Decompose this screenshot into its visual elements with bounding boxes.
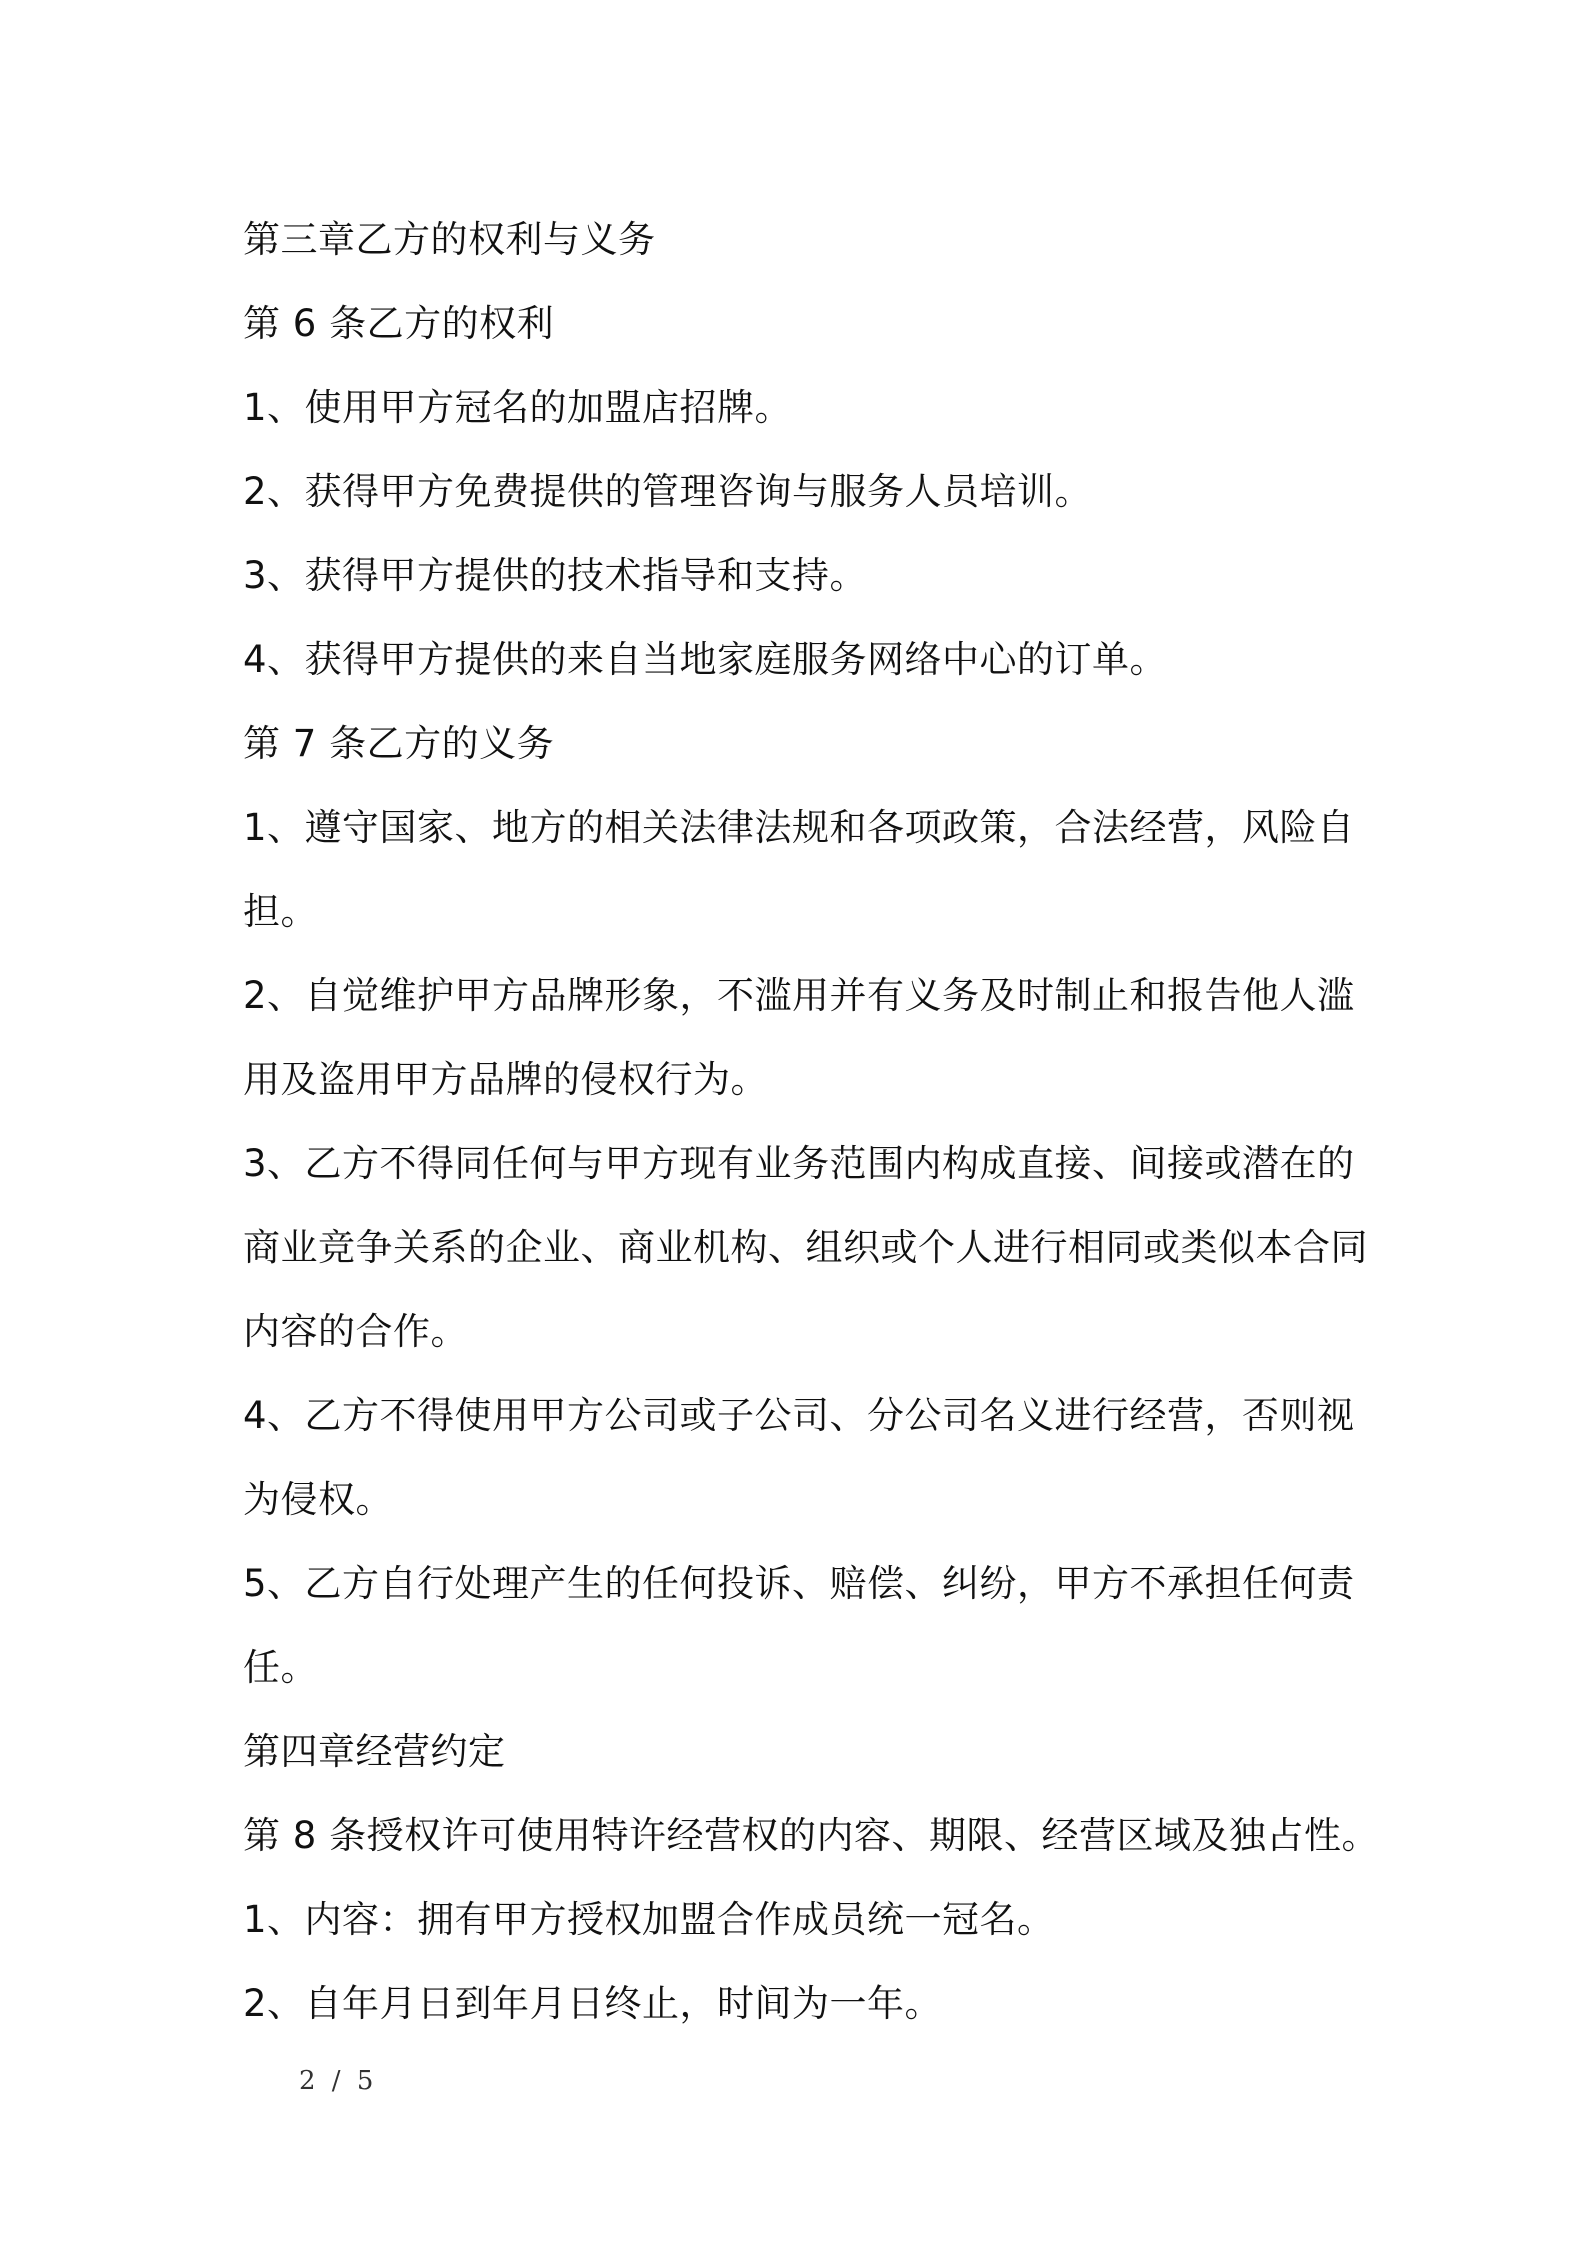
article-7-item-2-line-1: 2、自觉维护甲方品牌形象，不滥用并有义务及时制止和报告他人滥 bbox=[243, 974, 1355, 1017]
article-6-item-4: 4、获得甲方提供的来自当地家庭服务网络中心的订单。 bbox=[243, 638, 1168, 681]
article-8-item-1: 1、内容：拥有甲方授权加盟合作成员统一冠名。 bbox=[243, 1898, 1055, 1941]
article-6-item-2: 2、获得甲方免费提供的管理咨询与服务人员培训。 bbox=[243, 470, 1093, 513]
article-7-heading: 第 7 条乙方的义务 bbox=[243, 722, 555, 765]
article-7-item-3-line-2: 商业竞争关系的企业、商业机构、组织或个人进行相同或类似本合同 bbox=[243, 1226, 1368, 1269]
article-7-item-5-line-2: 任。 bbox=[243, 1646, 318, 1689]
chapter-4-heading: 第四章经营约定 bbox=[243, 1730, 506, 1773]
article-7-item-4-line-2: 为侵权。 bbox=[243, 1478, 393, 1521]
article-6-heading: 第 6 条乙方的权利 bbox=[243, 302, 555, 345]
article-8-heading: 第 8 条授权许可使用特许经营权的内容、期限、经营区域及独占性。 bbox=[243, 1814, 1380, 1857]
article-6-item-1: 1、使用甲方冠名的加盟店招牌。 bbox=[243, 386, 793, 429]
article-7-item-5-line-1: 5、乙方自行处理产生的任何投诉、赔偿、纠纷，甲方不承担任何责 bbox=[243, 1562, 1355, 1605]
document-body bbox=[243, 198, 1380, 2046]
article-7-item-3-line-1: 3、乙方不得同任何与甲方现有业务范围内构成直接、间接或潜在的 bbox=[243, 1142, 1355, 1185]
article-7-item-3-line-3: 内容的合作。 bbox=[243, 1310, 468, 1353]
article-7-item-2-line-2: 用及盗用甲方品牌的侵权行为。 bbox=[243, 1058, 768, 1101]
page-number: 2 / 5 bbox=[299, 2066, 378, 2096]
article-7-item-4-line-1: 4、乙方不得使用甲方公司或子公司、分公司名义进行经营，否则视 bbox=[243, 1394, 1355, 1437]
chapter-3-heading: 第三章乙方的权利与义务 bbox=[243, 218, 656, 261]
article-8-item-2: 2、自年月日到年月日终止，时间为一年。 bbox=[243, 1982, 943, 2025]
article-7-item-1-line-1: 1、遵守国家、地方的相关法律法规和各项政策，合法经营，风险自 bbox=[243, 806, 1355, 849]
article-6-item-3: 3、获得甲方提供的技术指导和支持。 bbox=[243, 554, 868, 597]
article-7-item-1-line-2: 担。 bbox=[243, 890, 318, 933]
